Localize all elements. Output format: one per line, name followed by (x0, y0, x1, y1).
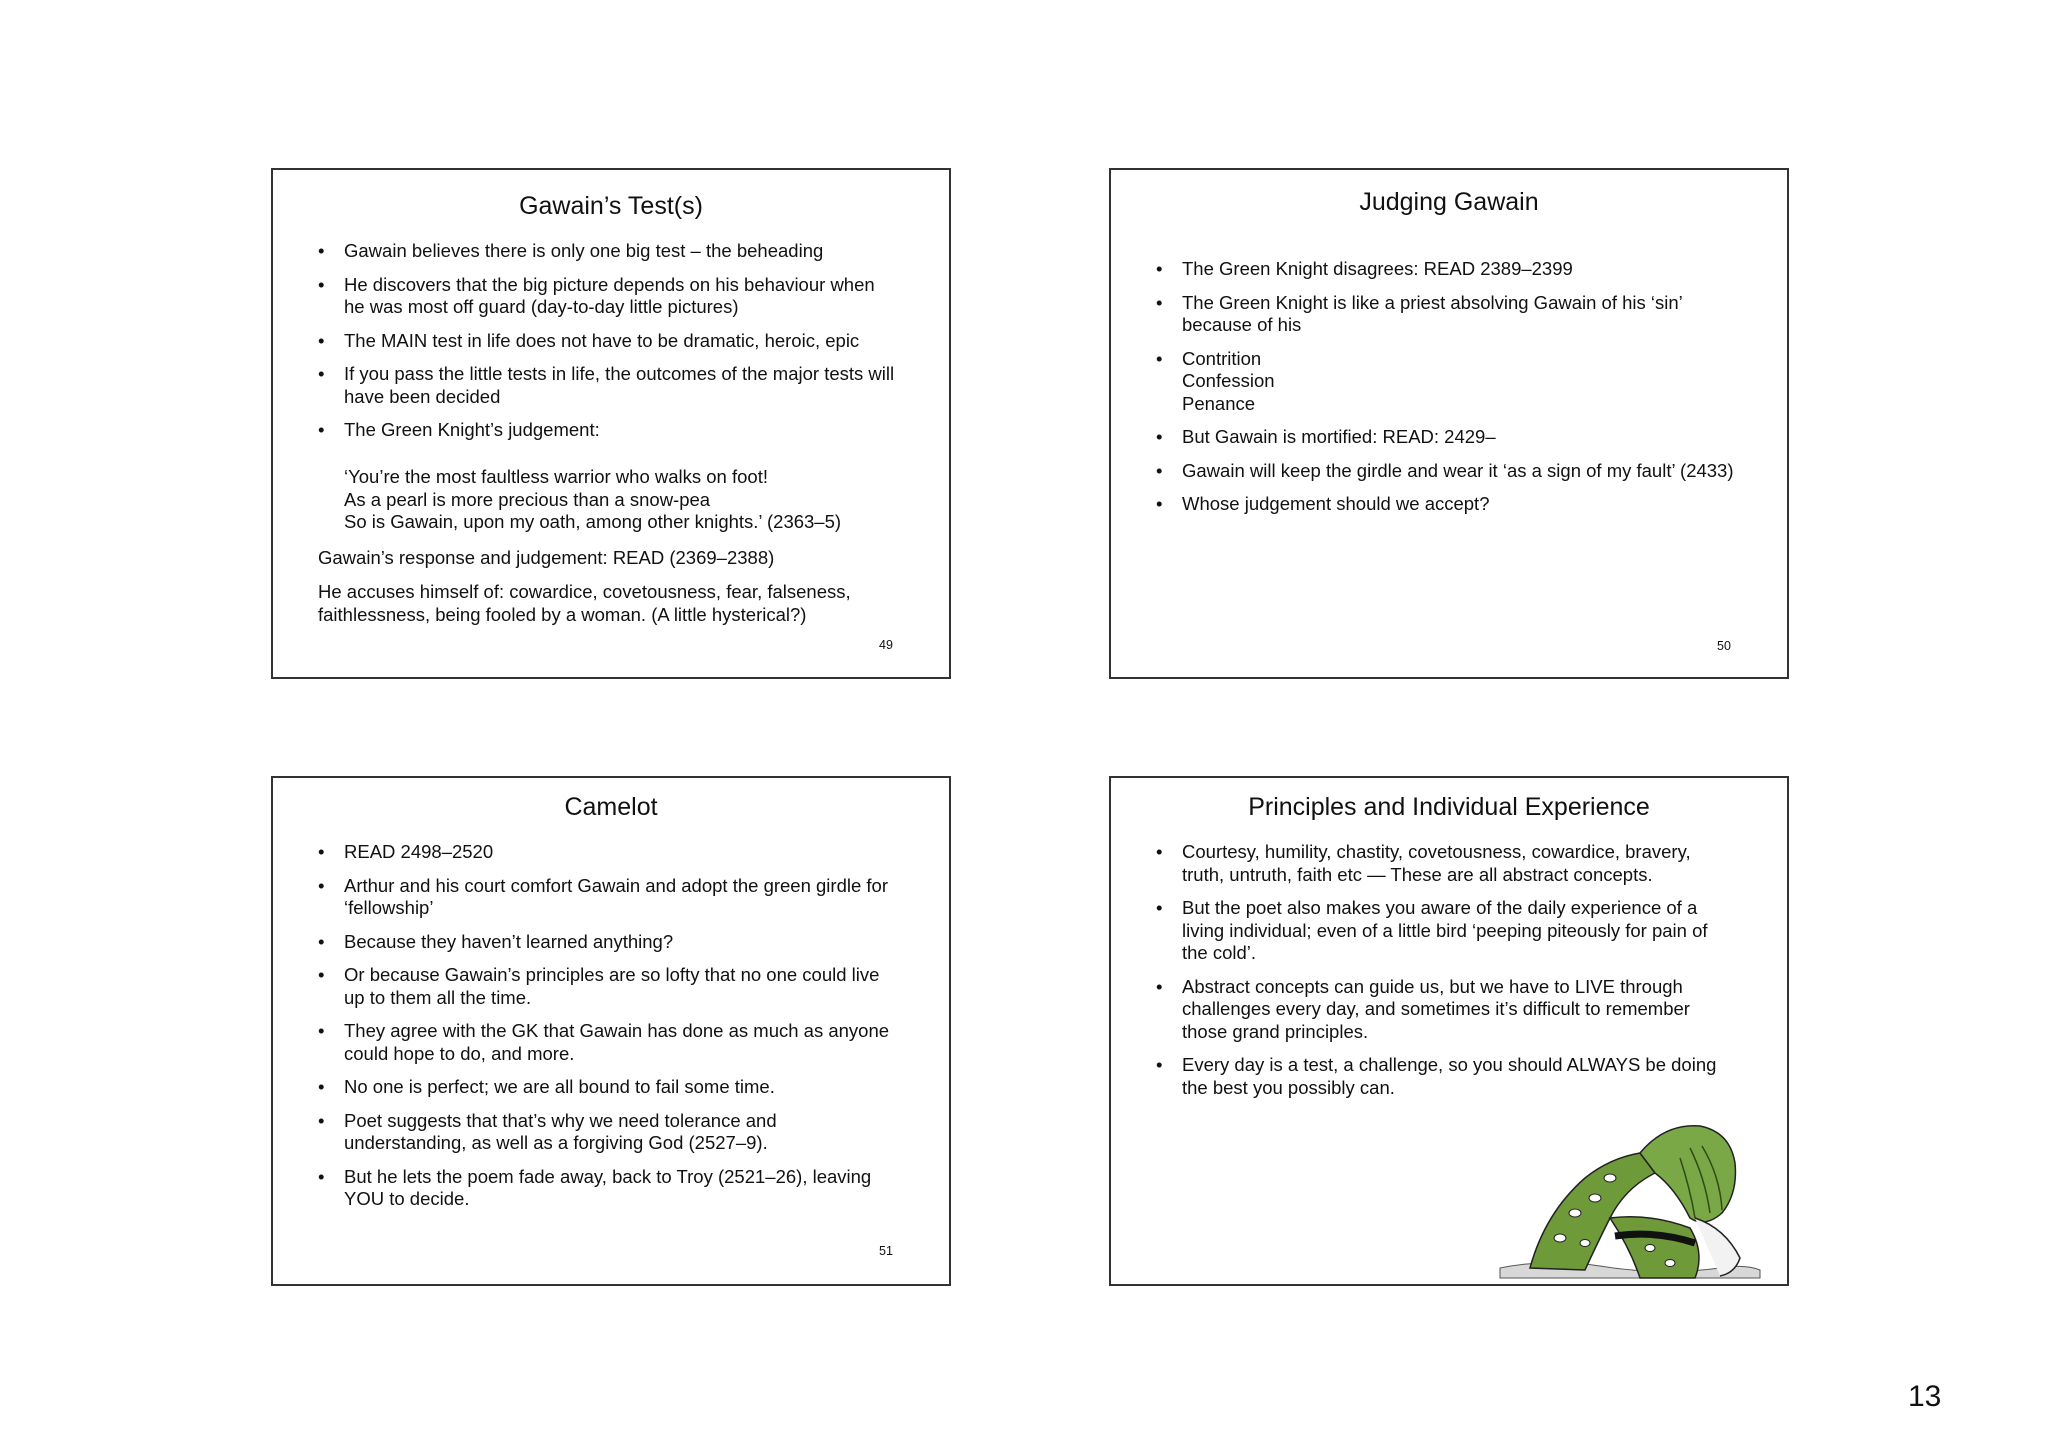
bullet-icon: • (318, 329, 325, 351)
bullet-text: could hope to do, and more. (344, 1042, 575, 1064)
bullet-list (318, 240, 938, 453)
response-line: Gawain’s response and judgement: READ (2369–2388) (318, 547, 775, 568)
slide-gawains-tests (271, 168, 951, 679)
bullet-text: Penance (1182, 392, 1256, 414)
bullet-icon: • (1156, 493, 1163, 514)
bullet-text: the cold’. (1182, 942, 1257, 963)
bullet-text: YOU to decide. (344, 1188, 470, 1209)
slide-title: Principles and Individual Experience (1248, 793, 1650, 821)
bullet-item (1156, 426, 1781, 449)
bullet-item (1156, 897, 1781, 965)
text-line: So is Gawain, upon my oath, among other knights.’ (2363–5) (344, 511, 842, 532)
bullet-icon: • (318, 841, 325, 862)
bullet-text: living individual; even of a little bird ‘peeping piteously for pain of (1182, 919, 1708, 941)
bullet-text: The Green Knight is like a priest absolving Gawain of his ‘sin’ (1182, 291, 1683, 313)
bullet-icon: • (1156, 897, 1163, 918)
bullet-text: They agree with the GK that Gawain has done as much as anyone (344, 1020, 890, 1041)
slide-camelot (271, 776, 951, 1286)
bullet-text: up to them all the time. (344, 986, 532, 1008)
bullet-item (1156, 1054, 1781, 1099)
text-line: As a pearl is more precious than a snow-pea (344, 488, 711, 510)
slide-number: 50 (1717, 639, 1731, 653)
bullet-text: But he lets the poem fade away, back to Troy (2521–26), leaving (344, 1165, 872, 1187)
bullet-item (318, 330, 938, 353)
bullet-text: Or because Gawain’s principles are so lofty that no one could live (344, 964, 880, 985)
bullet-text: No one is perfect; we are all bound to fail some time. (344, 1076, 775, 1097)
bullet-item (318, 964, 943, 1009)
bullet-icon: • (318, 273, 325, 295)
bullet-item (318, 1166, 943, 1211)
bullet-item (318, 1110, 943, 1155)
bullet-text: But the poet also makes you aware of the daily experience of a (1182, 897, 1698, 918)
bullet-text: understanding, as well as a forgiving God (2527–9). (344, 1132, 768, 1153)
text-line: ‘You’re the most faultless warrior who walks on foot! (344, 466, 768, 487)
bullet-list (1156, 841, 1781, 1110)
bullet-text: Contrition (1182, 347, 1262, 369)
bullet-item (318, 363, 938, 408)
bullet-text: the best you possibly can. (1182, 1076, 1395, 1098)
bullet-icon: • (318, 240, 325, 261)
bullet-icon: • (318, 964, 325, 985)
bullet-text: Confession (1182, 370, 1275, 391)
bullet-item (1156, 841, 1781, 886)
bullet-text: he was most off guard (day-to-day little pictures) (344, 296, 739, 317)
bullet-text: Because they haven’t learned anything? (344, 930, 674, 952)
bullet-icon: • (318, 1020, 325, 1041)
bullet-icon: • (1156, 975, 1163, 997)
slide-title: Camelot (564, 793, 658, 821)
bullet-text: have been decided (344, 385, 501, 407)
page-number: 13 (1908, 1380, 1942, 1413)
bullet-item (1156, 292, 1781, 337)
bullet-icon: • (318, 874, 325, 896)
bullet-text: READ 2498–2520 (344, 841, 494, 862)
bullet-icon: • (1156, 347, 1163, 369)
bullet-text: Gawain will keep the girdle and wear it ‘as a sign of my fault’ (2433) (1182, 459, 1734, 481)
bullet-item (1156, 258, 1781, 281)
bullet-text: The Green Knight’s judgement: (344, 419, 600, 440)
bullet-icon: • (1156, 841, 1163, 862)
slide-number: 51 (879, 1244, 893, 1258)
bullet-icon: • (318, 930, 325, 952)
bullet-icon: • (318, 1165, 325, 1187)
bullet-text: Courtesy, humility, chastity, covetousness, cowardice, bravery, (1182, 841, 1691, 862)
bullet-icon: • (1156, 258, 1163, 279)
bullet-item (318, 931, 943, 954)
bullet-icon: • (318, 1076, 325, 1097)
bullet-text: Abstract concepts can guide us, but we have to LIVE through (1182, 975, 1683, 997)
bullet-icon: • (318, 419, 325, 440)
bullet-text: Arthur and his court comfort Gawain and adopt the green girdle for (344, 874, 888, 896)
bullet-item (318, 1020, 943, 1065)
bullet-item (1156, 460, 1781, 483)
bullet-list (318, 841, 943, 1222)
bullet-text: But Gawain is mortified: READ: 2429– (1182, 426, 1496, 447)
slide-number: 49 (879, 638, 893, 652)
bullet-icon: • (1156, 459, 1163, 481)
bullet-text: He discovers that the big picture depends on his behaviour when (344, 273, 875, 295)
bullet-text: challenges every day, and sometimes it’s difficult to remember (1182, 998, 1690, 1019)
bullet-item (318, 1076, 943, 1099)
bullet-text: Every day is a test, a challenge, so you should ALWAYS be doing (1182, 1054, 1717, 1075)
bullet-item (1156, 348, 1781, 416)
bullet-item (1156, 976, 1781, 1044)
text-line: He accuses himself of: cowardice, covetousness, fear, falseness, (318, 581, 851, 602)
bullet-item (318, 419, 938, 442)
bullet-icon: • (318, 363, 325, 384)
bullet-icon: • (1156, 426, 1163, 447)
bullet-text: those grand principles. (1182, 1020, 1369, 1042)
quote-block (344, 466, 841, 534)
bullet-text: because of his (1182, 314, 1302, 335)
bullet-item (318, 841, 943, 864)
bullet-text: ‘fellowship’ (344, 897, 434, 918)
bullet-text: If you pass the little tests in life, the outcomes of the major tests will (344, 363, 895, 384)
bullet-icon: • (1156, 1054, 1163, 1075)
bullet-item (318, 274, 938, 319)
slide-judging-gawain (1109, 168, 1789, 679)
bullet-text: The Green Knight disagrees: READ 2389–2399 (1182, 258, 1573, 279)
bullet-item (318, 875, 943, 920)
green-knight-illustration (1490, 1118, 1765, 1283)
bullet-text: truth, untruth, faith etc — These are all abstract concepts. (1182, 863, 1653, 885)
bullet-list (1156, 258, 1781, 527)
bullet-text: Poet suggests that that’s why we need tolerance and (344, 1109, 777, 1131)
bullet-icon: • (1156, 291, 1163, 313)
slide-title: Gawain’s Test(s) (519, 192, 703, 220)
bullet-icon: • (318, 1109, 325, 1131)
bullet-text: Whose judgement should we accept? (1182, 493, 1490, 514)
slide-title: Judging Gawain (1359, 188, 1539, 216)
bullet-text: The MAIN test in life does not have to be dramatic, heroic, epic (344, 329, 860, 351)
accusation-text (318, 581, 851, 626)
bullet-item (318, 240, 938, 263)
text-line: faithlessness, being fooled by a woman. (A little hysterical?) (318, 603, 807, 625)
bullet-item (1156, 493, 1781, 516)
bullet-text: Gawain believes there is only one big test – the beheading (344, 240, 824, 261)
